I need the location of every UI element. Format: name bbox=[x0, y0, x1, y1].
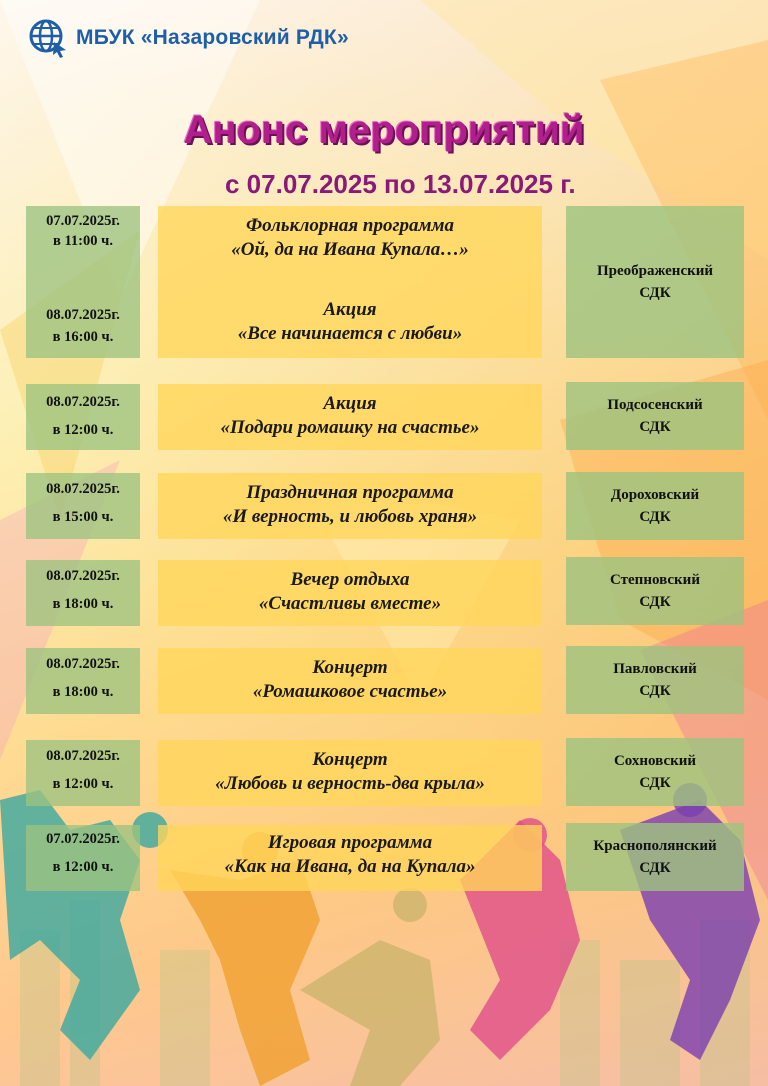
event-name: «Ромашковое счастье» bbox=[252, 681, 448, 702]
venue-cell bbox=[566, 646, 744, 714]
event-date: 08.07.2025г. bbox=[46, 568, 120, 584]
event-type: Праздничная программа bbox=[246, 482, 454, 503]
venue-name: Сохновский bbox=[613, 753, 697, 769]
event-time: в 16:00 ч. bbox=[52, 329, 114, 345]
event-cell bbox=[158, 825, 542, 891]
venue-type: СДК bbox=[639, 594, 671, 610]
venue-cell bbox=[566, 557, 744, 625]
event-name: «Любовь и верность-два крыла» bbox=[215, 773, 485, 794]
venue-name: Подсосенский bbox=[607, 397, 703, 413]
event-name: «И верность, и любовь храня» bbox=[222, 506, 478, 527]
event-type: Концерт bbox=[312, 749, 388, 770]
event-cell bbox=[158, 560, 542, 626]
dancer-silhouette-3 bbox=[300, 888, 440, 1086]
venue-type: СДК bbox=[639, 419, 671, 435]
org-header bbox=[28, 18, 349, 58]
venue-cell bbox=[566, 382, 744, 450]
event-type: Фольклорная программа bbox=[245, 215, 455, 236]
venue-name: Краснополянский bbox=[593, 838, 717, 854]
venue-name: Преображенский bbox=[596, 263, 714, 279]
page-title: Анонс мероприятий bbox=[183, 108, 585, 152]
event-type: Вечер отдыха bbox=[290, 569, 410, 590]
event-name: «Все начинается с любви» bbox=[237, 323, 463, 344]
globe-cursor-icon bbox=[28, 18, 68, 58]
event-date: 07.07.2025г. bbox=[46, 213, 120, 229]
venue-type: СДК bbox=[639, 509, 671, 525]
event-time: в 11:00 ч. bbox=[53, 233, 113, 249]
event-date: 07.07.2025г. bbox=[46, 831, 120, 847]
event-date: 08.07.2025г. bbox=[46, 307, 120, 323]
venue-type: СДК bbox=[639, 285, 671, 301]
venue-name: Дороховский bbox=[610, 487, 700, 503]
event-time: в 15:00 ч. bbox=[52, 509, 114, 525]
org-name: МБУК «Назаровский РДК» bbox=[76, 26, 349, 49]
venue-cell bbox=[566, 823, 744, 891]
venue-type: СДК bbox=[639, 860, 671, 876]
venue-cell bbox=[566, 206, 744, 358]
event-name: «Ой, да на Ивана Купала…» bbox=[231, 239, 469, 260]
event-type: Концерт bbox=[312, 657, 388, 678]
event-cell bbox=[158, 473, 542, 539]
date-cell bbox=[26, 825, 140, 891]
venue-name: Степновский bbox=[610, 572, 700, 588]
venue-cell bbox=[566, 738, 744, 806]
event-time: в 12:00 ч. bbox=[52, 859, 114, 875]
event-time: в 18:00 ч. bbox=[52, 684, 114, 700]
event-name: «Счастливы вместе» bbox=[258, 593, 442, 614]
event-cell bbox=[158, 740, 542, 806]
event-type: Игровая программа bbox=[267, 832, 433, 853]
event-time: в 18:00 ч. bbox=[52, 596, 114, 612]
event-date: 08.07.2025г. bbox=[46, 481, 120, 497]
event-type: Акция bbox=[323, 299, 377, 320]
event-cell bbox=[158, 206, 542, 358]
date-cell bbox=[26, 740, 140, 806]
date-cell bbox=[26, 560, 140, 626]
venue-type: СДК bbox=[639, 775, 671, 791]
event-cell bbox=[158, 648, 542, 714]
event-name: «Подари ромашку на счастье» bbox=[220, 417, 480, 438]
event-date: 08.07.2025г. bbox=[46, 656, 120, 672]
date-range-subtitle: с 07.07.2025 по 13.07.2025 г. bbox=[225, 169, 576, 199]
event-name: «Как на Ивана, да на Купала» bbox=[224, 856, 476, 877]
venue-name: Павловский bbox=[613, 661, 697, 677]
event-time: в 12:00 ч. bbox=[52, 776, 114, 792]
event-date: 08.07.2025г. bbox=[46, 748, 120, 764]
venue-cell bbox=[566, 472, 744, 540]
date-cell bbox=[26, 384, 140, 450]
event-time: в 12:00 ч. bbox=[52, 422, 114, 438]
event-type: Акция bbox=[323, 393, 377, 414]
event-cell bbox=[158, 384, 542, 450]
date-cell bbox=[26, 473, 140, 539]
date-cell bbox=[26, 206, 140, 358]
venue-type: СДК bbox=[639, 683, 671, 699]
date-cell bbox=[26, 648, 140, 714]
event-date: 08.07.2025г. bbox=[46, 394, 120, 410]
